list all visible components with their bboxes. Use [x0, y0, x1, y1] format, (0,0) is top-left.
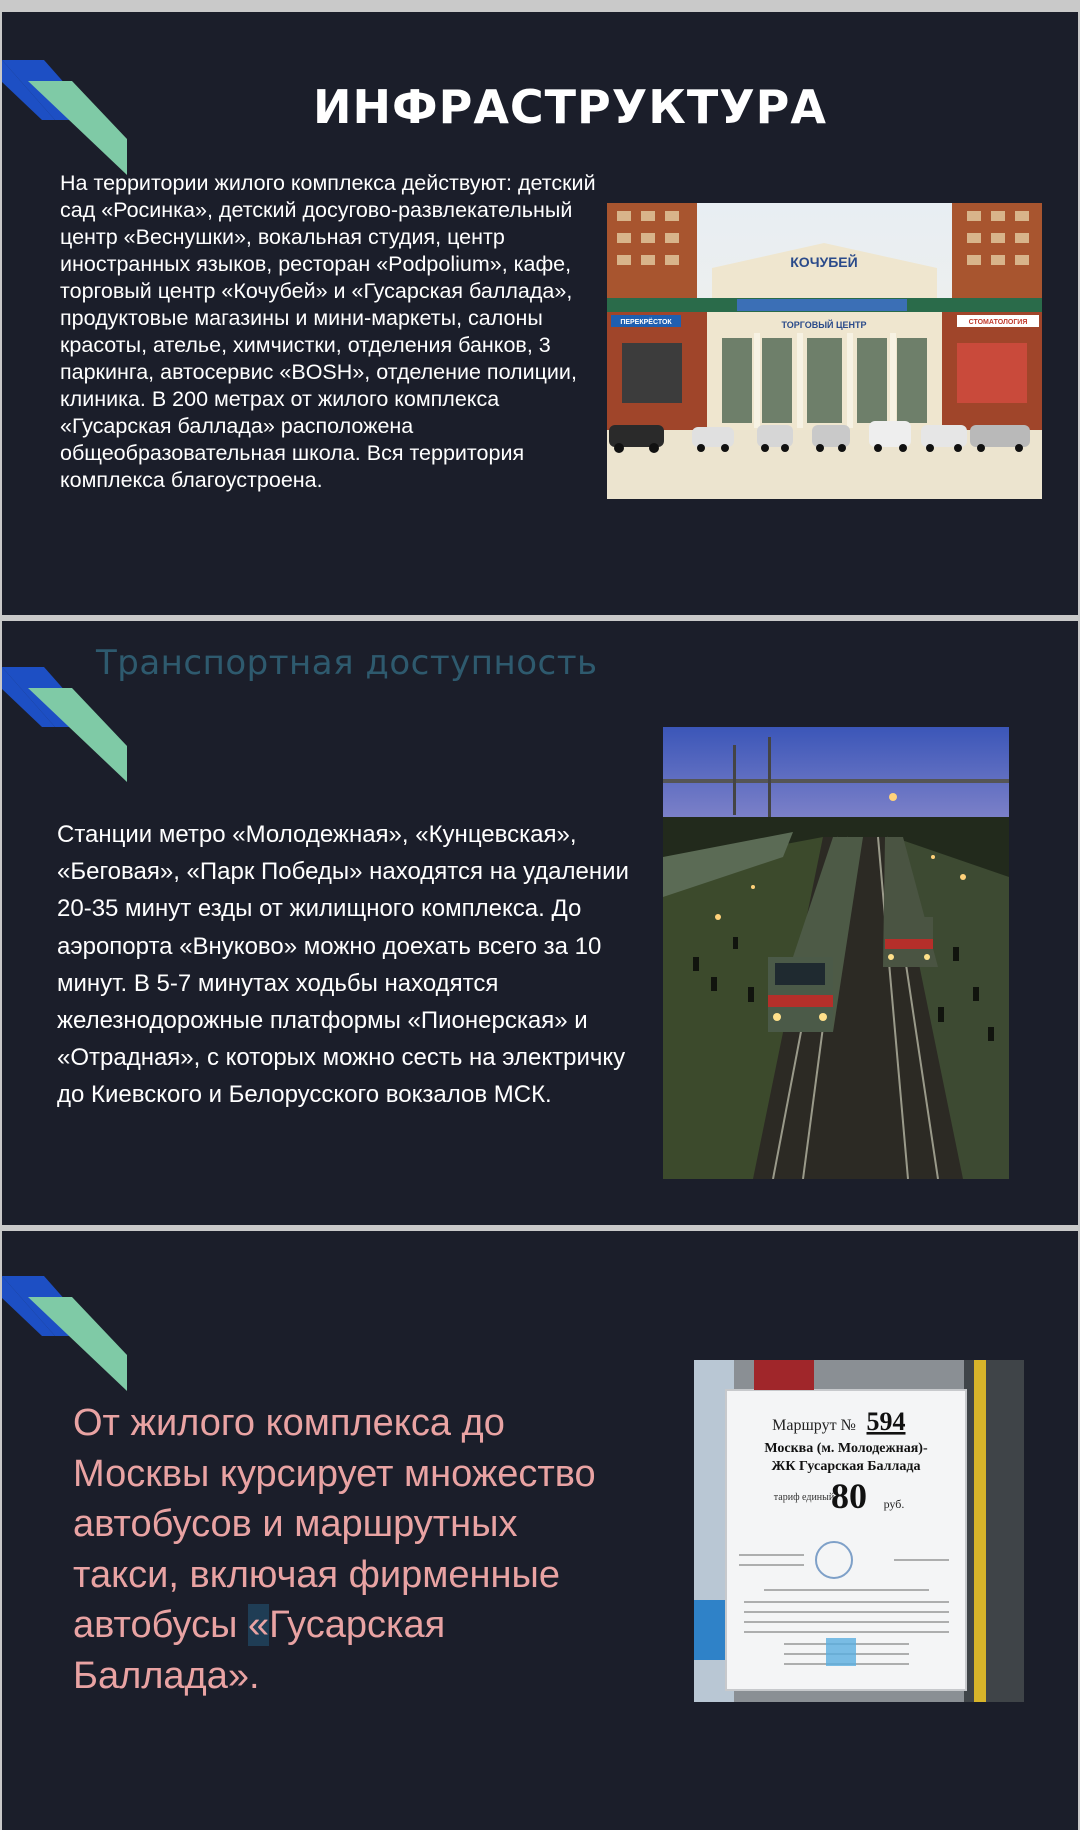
buses-text-main: От жилого комплекса до Москвы курсирует множество автобусов и маршрутных такси, включая фирменные автобусы [73, 1402, 596, 1646]
svg-text:СТОМАТОЛОГИЯ: СТОМАТОЛОГИЯ [968, 319, 1028, 326]
svg-text:ПЕРЕКРЁСТОК: ПЕРЕКРЁСТОК [620, 319, 672, 326]
bus-route-sign-photo [694, 1360, 1024, 1702]
quote-highlight: « [247, 1604, 270, 1646]
svg-text:80: 80 [831, 1476, 867, 1516]
slide-infrastructure [2, 12, 1078, 615]
buses-text [73, 1398, 633, 1701]
buses-text-end: Гусарская Баллада». [73, 1604, 446, 1697]
svg-text:Маршрут №: Маршрут № [772, 1417, 856, 1434]
slide-buses [2, 1231, 1078, 1830]
svg-text:594: 594 [866, 1407, 906, 1436]
svg-text:тариф единый: тариф единый [773, 1492, 835, 1503]
svg-text:ЖК Гусарская Баллада: ЖК Гусарская Баллада [771, 1459, 921, 1474]
page-title: ИНФРАСТРУКТУРА [312, 80, 827, 134]
corner-stripes-decoration [2, 667, 127, 782]
svg-text:руб.: руб. [883, 1497, 905, 1511]
transport-text: Станции метро «Молодежная», «Кунцевская», «Беговая», «Парк Победы» находятся на удалении 20-35 минут езды от жилищного комплекса. До аэропорта «Внуково» можно доехать всего за 10 минут. В 5-7 минутах ходьбы находятся железнодорожные платформы «Пионерская» и «Отрадная», с которых можно сесть на электричку до Киевского и Белорусского вокзалов МСК. [57, 821, 629, 1109]
infrastructure-text: На территории жилого комплекса действуют: детский сад «Росинка», детский досугово-развлекательный центр «Веснушки», вокальная студия, центр иностранных языков, ресторан «Podpolium», кафе, торговый центр «Кочубей» и «Гусарская баллада», продуктовые магазины и мини-маркеты, салоны красоты, ателье, химчистки, отделения банков, 3 паркинга, автосервис «BOSH», отделение полиции, клиника. В 200 метрах от жилого комплекса «Гусарская баллада» расположена общеобразовательная школа. Вся территория комплекса благоустроена. [60, 171, 596, 492]
corner-stripes-decoration [2, 1276, 127, 1391]
section-title: Транспортная доступность [96, 643, 598, 683]
railway-station-photo [663, 727, 1009, 1179]
svg-text:ТОРГОВЫЙ ЦЕНТР: ТОРГОВЫЙ ЦЕНТР [781, 320, 867, 330]
shopping-center-photo [607, 203, 1042, 499]
slide-transport [2, 621, 1078, 1225]
svg-text:КОЧУБЕЙ: КОЧУБЕЙ [790, 254, 858, 270]
svg-text:Москва (м. Молодежная)-: Москва (м. Молодежная)- [764, 1441, 928, 1456]
